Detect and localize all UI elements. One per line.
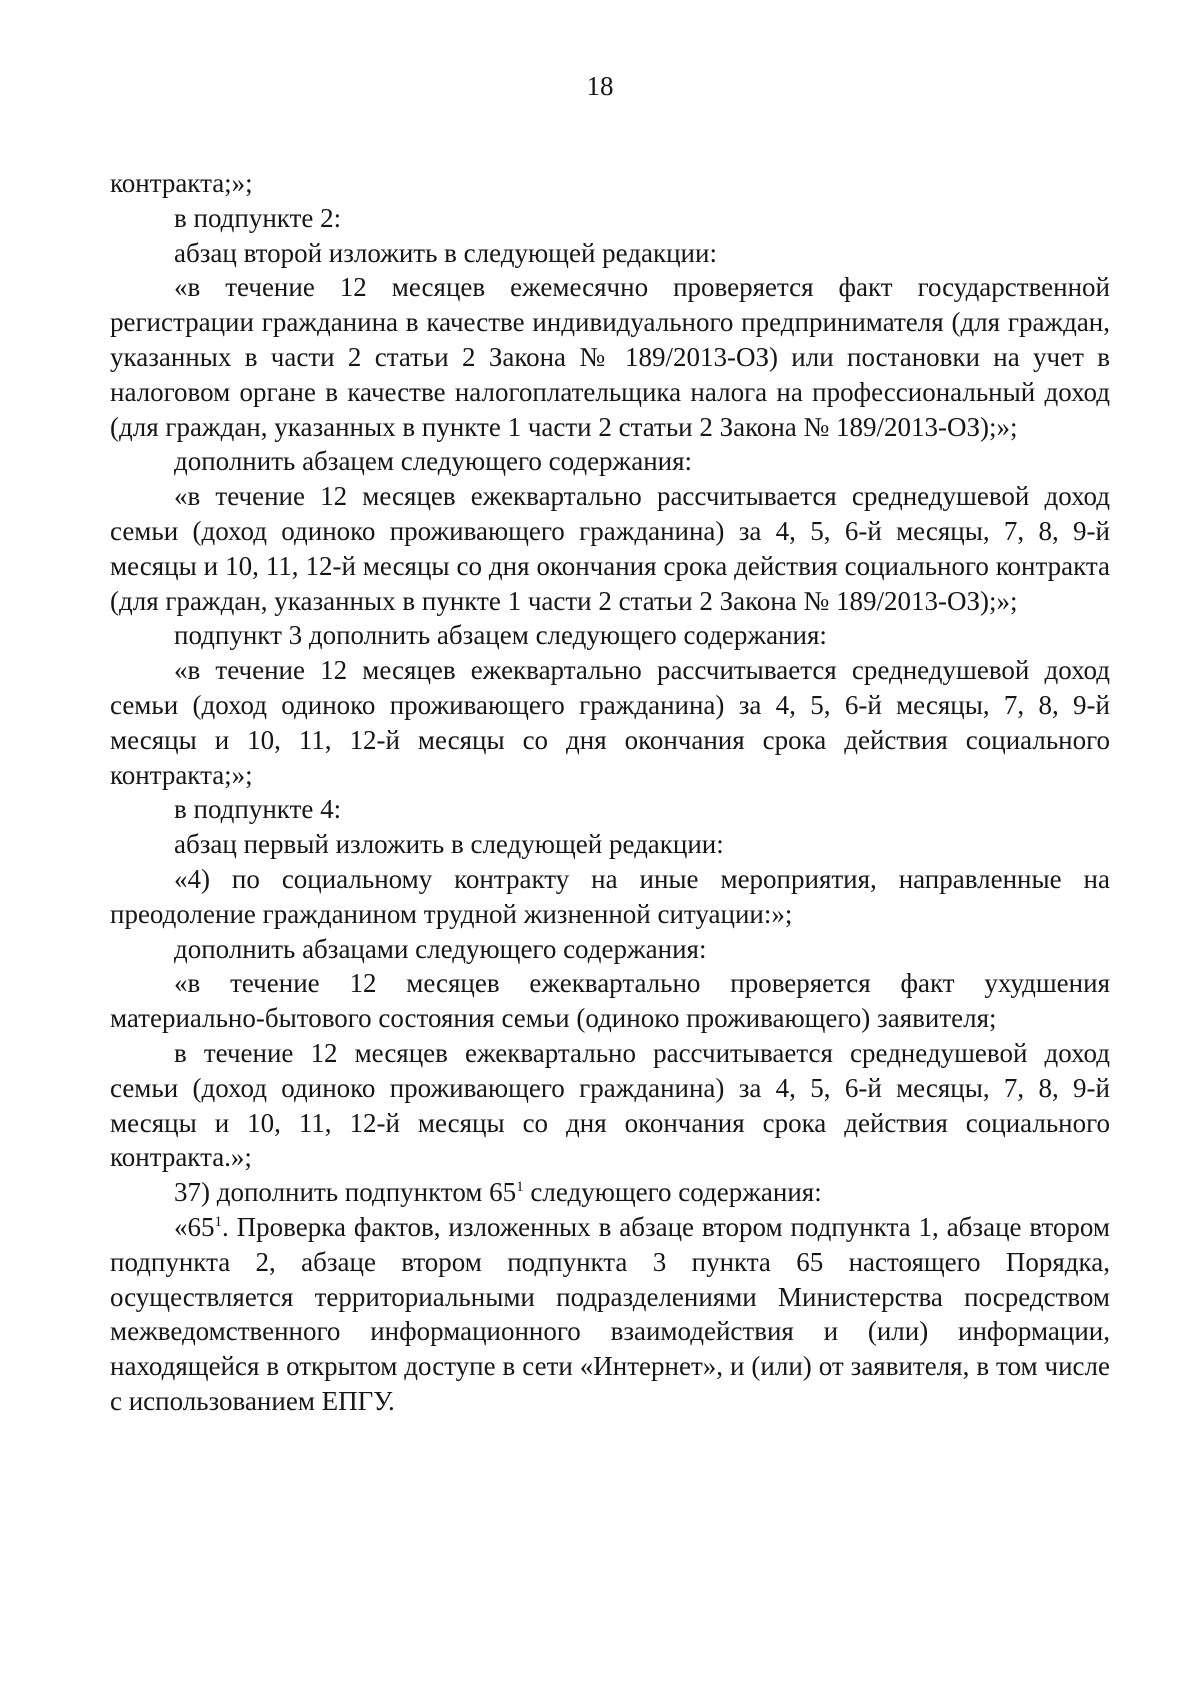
paragraph: дополнить абзацами следующего содержания: [174, 933, 707, 964]
paragraph-text: 37) дополнить подпунктом 65 [174, 1177, 517, 1208]
paragraph: в течение 12 месяцев ежеквартально рассчитывается среднедушевой доход семьи (доход одиноко проживающего гражданина) за 4, 5, 6-й месяцы, 7, 8, 9-й месяцы и 10, 11, 12-й месяцы со дня окончания срока действия социального контракта.»; [110, 1037, 1110, 1173]
paragraph [110, 1175, 1110, 1210]
paragraph: в подпункте 2: [174, 202, 342, 233]
paragraph-text: следующего содержания: [523, 1177, 822, 1208]
paragraph: «в течение 12 месяцев ежемесячно проверяется факт государственной регистрации гражданина в качестве индивидуального предпринимателя (для граждан, указанных в части 2 статьи 2 Закона № 189/2013-ОЗ) или постановки на учет в налоговом органе в качестве налогоплательщика налога на профессиональный доход (для граждан, указанных в пункте 1 части 2 статьи 2 Закона № 189/2013-ОЗ);»; [110, 272, 1110, 442]
paragraph: абзац первый изложить в следующей редакции: [174, 829, 724, 860]
paragraph: «в течение 12 месяцев ежеквартально рассчитывается среднедушевой доход семьи (доход одиноко проживающего гражданина) за 4, 5, 6-й месяцы, 7, 8, 9-й месяцы и 10, 11, 12-й месяцы со дня окончания срока действия социального контракта;»; [110, 655, 1110, 790]
paragraph-text: «65 [174, 1211, 215, 1242]
paragraph [110, 1210, 1110, 1419]
paragraph: контракта;»; [110, 168, 253, 198]
paragraph: «в течение 12 месяцев ежеквартально рассчитывается среднедушевой доход семьи (доход одиноко проживающего гражданина) за 4, 5, 6-й месяцы, 7, 8, 9-й месяцы и 10, 11, 12-й месяцы со дня окончания срока действия социального контракта (для граждан, указанных в пункте 1 части 2 статьи 2 Закона № 189/2013-ОЗ);»; [110, 481, 1110, 616]
paragraph: дополнить абзацем следующего содержания: [174, 446, 693, 477]
document-body [110, 166, 1110, 1419]
page-number: 18 [586, 71, 614, 101]
paragraph: абзац второй изложить в следующей редакции: [174, 237, 717, 268]
paragraph: в подпункте 4: [174, 794, 342, 825]
paragraph: подпункт 3 дополнить абзацем следующего содержания: [174, 620, 827, 651]
superscript: 1 [214, 1213, 222, 1230]
paragraph-text: . Проверка фактов, изложенных в абзаце втором подпункта 1, абзаце втором подпункта 2, абзаце втором подпункта 3 пункта 65 настоящего Порядка, осуществляется территориальными подразделениями Министерства посредством межведомственного информационного взаимодействия и (или) информации, находящейся в открытом доступе в сети «Интернет», и (или) от заявителя, в том числе с использованием ЕПГУ. [110, 1211, 1110, 1416]
paragraph: «4) по социальному контракту на иные мероприятия, направленные на преодоление гражданином трудной жизненной ситуации:»; [110, 863, 1110, 929]
paragraph: «в течение 12 месяцев ежеквартально проверяется факт ухудшения материально-бытового состояния семьи (одиноко проживающего) заявителя; [110, 968, 1110, 1034]
superscript: 1 [516, 1179, 524, 1196]
